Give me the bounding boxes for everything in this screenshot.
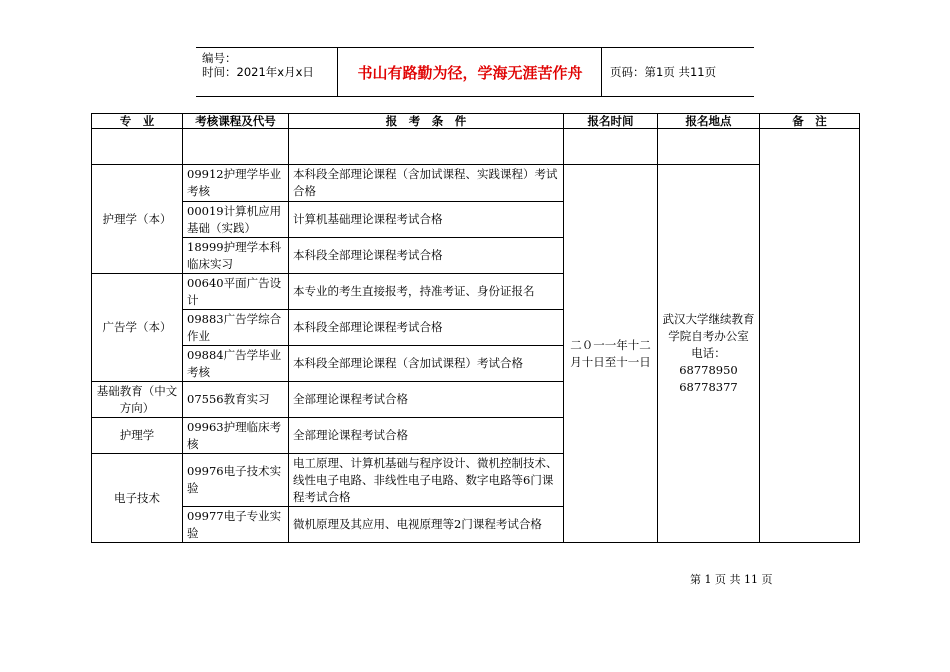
condition-cell: 本科段全部理论课程（含加试课程）考试合格 xyxy=(289,346,564,382)
time-label: 时间：2021年x月x日 xyxy=(202,65,314,79)
reg-place-cell xyxy=(658,165,760,543)
course-cell: 09976电子技术实验 xyxy=(183,454,289,507)
course-cell: 07556教育实习 xyxy=(183,382,289,418)
reg-phone: 电话：68778950 xyxy=(679,346,738,377)
course-cell: 09977电子专业实验 xyxy=(183,507,289,543)
condition-cell: 本科段全部理论课程考试合格 xyxy=(289,238,564,274)
header-meta xyxy=(196,48,338,96)
condition-cell: 本科段全部理论课程考试合格 xyxy=(289,310,564,346)
course-cell: 09884广告学毕业考核 xyxy=(183,346,289,382)
condition-cell: 电工原理、计算机基础与程序设计、微机控制技术、线性电子电路、非线性电子电路、数字电路等6门课程考试合格 xyxy=(289,454,564,507)
table-row-empty xyxy=(92,129,860,165)
condition-cell: 全部理论课程考试合格 xyxy=(289,382,564,418)
course-cell: 00640平面广告设计 xyxy=(183,274,289,310)
col-header-condition: 报 考 条 件 xyxy=(289,114,564,129)
number-label: 编号： xyxy=(202,51,237,65)
course-cell: 00019计算机应用基础（实践） xyxy=(183,202,289,238)
page-footer: 第 1 页 共 11 页 xyxy=(690,573,773,586)
page-header xyxy=(196,47,754,97)
col-header-major: 专 业 xyxy=(92,114,183,129)
exam-table xyxy=(91,113,860,543)
header-motto: 书山有路勤为径，学海无涯苦作舟 xyxy=(339,48,602,96)
course-cell: 18999护理学本科临床实习 xyxy=(183,238,289,274)
table-header-row xyxy=(92,114,860,129)
major-cell: 电子技术 xyxy=(92,454,183,543)
condition-cell: 本专业的考生直接报考，持准考证、身份证报名 xyxy=(289,274,564,310)
col-header-course: 考核课程及代号 xyxy=(183,114,289,129)
col-header-time: 报名时间 xyxy=(564,114,658,129)
course-cell: 09963护理临床考核 xyxy=(183,418,289,454)
reg-phone-2: 68778377 xyxy=(679,380,738,394)
col-header-place: 报名地点 xyxy=(658,114,760,129)
reg-time-cell: 二０一一年十二月十日至十一日 xyxy=(564,165,658,543)
condition-cell: 全部理论课程考试合格 xyxy=(289,418,564,454)
table-row xyxy=(92,165,860,202)
condition-cell: 本科段全部理论课程（含加试课程、实践课程）考试合格 xyxy=(289,165,564,202)
major-cell: 护理学（本） xyxy=(92,165,183,274)
major-cell: 基础教育（中文方向） xyxy=(92,382,183,418)
condition-cell: 微机原理及其应用、电视原理等2门课程考试合格 xyxy=(289,507,564,543)
col-header-remark: 备 注 xyxy=(760,114,860,129)
major-cell: 广告学（本） xyxy=(92,274,183,382)
course-cell: 09912护理学毕业考核 xyxy=(183,165,289,202)
header-page-info: 页码：第1页 共11页 xyxy=(610,65,717,79)
reg-place: 武汉大学继续教育学院自考办公室 xyxy=(662,312,755,343)
condition-cell: 计算机基础理论课程考试合格 xyxy=(289,202,564,238)
course-cell: 09883广告学综合作业 xyxy=(183,310,289,346)
major-cell: 护理学 xyxy=(92,418,183,454)
remark-cell xyxy=(760,129,860,543)
